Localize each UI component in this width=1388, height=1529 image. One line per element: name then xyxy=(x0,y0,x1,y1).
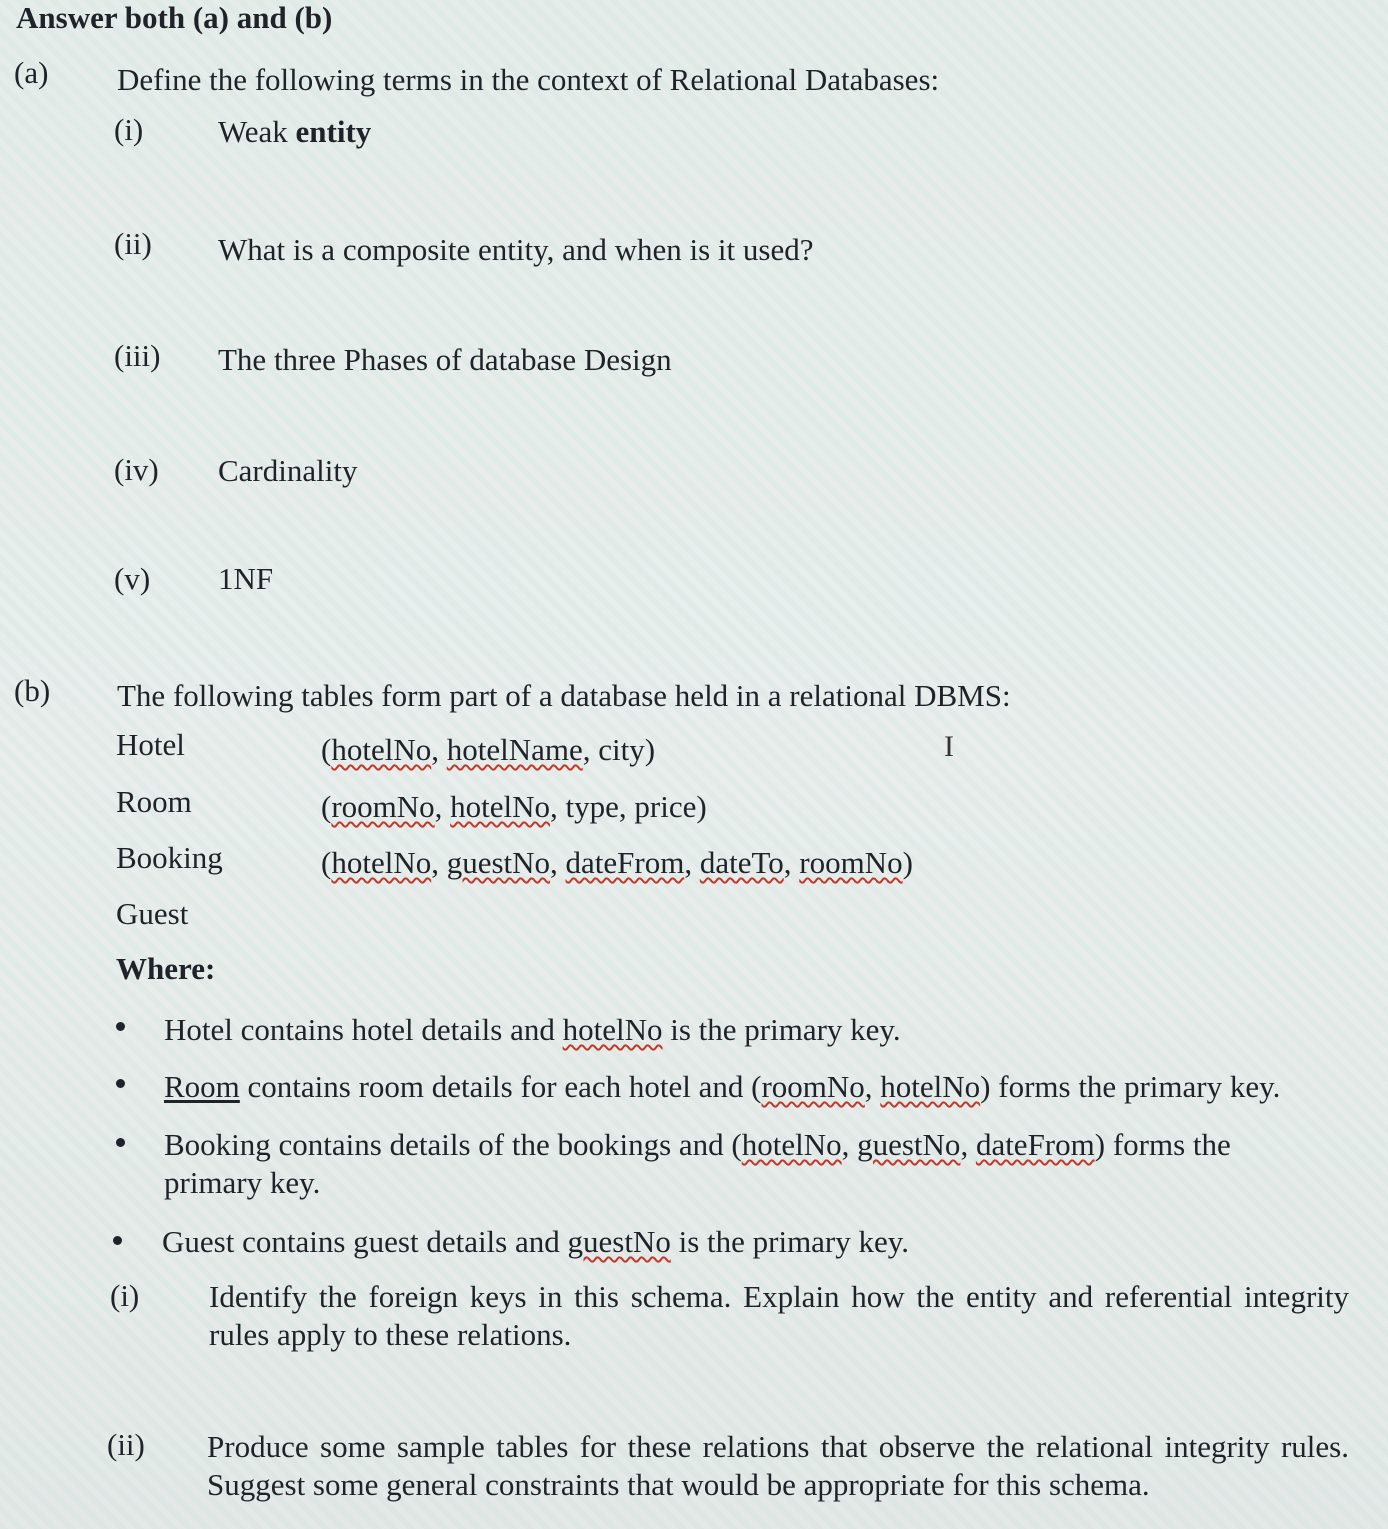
room-attr-price: price xyxy=(634,789,697,824)
bullet-guest-key: guestNo xyxy=(567,1224,671,1259)
bullet-guest-pre: Guest contains guest details and xyxy=(162,1224,568,1259)
table-room-attrs: (roomNo, hotelNo, type, price) xyxy=(321,789,707,824)
part-a-prompt: Define the following terms in the context of Relational Databases: xyxy=(117,62,940,97)
hotel-attr-hotelno: hotelNo xyxy=(331,732,432,767)
a-item-3-num: (iii) xyxy=(114,338,161,373)
bullet-hotel-post: is the primary key. xyxy=(662,1012,901,1047)
bullet-hotel-key: hotelNo xyxy=(562,1012,663,1047)
booking-attr-guestno: guestNo xyxy=(446,845,551,880)
bullet-booking-key3: dateFrom xyxy=(975,1127,1095,1162)
where-label: Where: xyxy=(116,951,216,986)
bullet-room: Room contains room details for each hotel and (roomNo, hotelNo) forms the primary key. xyxy=(164,1069,1281,1104)
a-item-1-text xyxy=(218,114,371,150)
part-b-label: (b) xyxy=(14,673,51,708)
table-hotel-name: Hotel xyxy=(116,727,185,762)
hotel-attr-hotelname: hotelName xyxy=(446,732,583,767)
a-item-1-num: (i) xyxy=(114,112,144,147)
part-a-label: (a) xyxy=(14,55,49,90)
bullet-hotel xyxy=(164,1012,901,1048)
a-item-5-text: 1NF xyxy=(218,561,274,596)
booking-attr-datefrom: dateFrom xyxy=(565,845,685,880)
table-room-name: Room xyxy=(116,784,192,819)
a-item-1-plain: Weak xyxy=(218,114,296,149)
bullet-room-post: ) forms the primary key. xyxy=(980,1069,1281,1104)
a-item-4-num: (iv) xyxy=(114,452,159,487)
bullet-hotel-pre: Hotel contains hotel details and xyxy=(164,1012,563,1047)
bullet-icon xyxy=(116,1022,125,1031)
bullet-icon xyxy=(116,1138,125,1147)
booking-attr-dateto: dateTo xyxy=(699,845,784,880)
table-guest-name: Guest xyxy=(116,896,189,931)
bullet-guest-post: is the primary key. xyxy=(670,1224,910,1259)
booking-attr-roomno: roomNo xyxy=(799,845,903,880)
table-booking-attrs: (hotelNo, guestNo, dateFrom, dateTo, roomNo) xyxy=(321,845,913,880)
b-question-2-num: (ii) xyxy=(107,1427,145,1462)
hotel-attr-city: city xyxy=(598,732,645,767)
bullet-booking-key1: hotelNo xyxy=(741,1127,842,1162)
booking-attr-hotelno: hotelNo xyxy=(331,845,432,880)
a-item-1-bold: entity xyxy=(295,114,372,149)
a-item-3-text: The three Phases of database Design xyxy=(218,342,672,377)
bullet-guest xyxy=(162,1224,909,1260)
b-question-1-num: (i) xyxy=(110,1278,140,1313)
bullet-icon xyxy=(116,1079,125,1088)
bullet-room-key1: roomNo xyxy=(761,1069,865,1104)
room-attr-type: type xyxy=(565,789,619,824)
room-attr-hotelno: hotelNo xyxy=(450,789,551,824)
bullet-booking-pre: Booking contains details of the bookings and ( xyxy=(164,1127,742,1162)
page-title: Answer both (a) and (b) xyxy=(16,0,333,35)
text-cursor-icon: Ι xyxy=(944,730,954,763)
room-attr-roomno: roomNo xyxy=(331,789,435,824)
a-item-2-num: (ii) xyxy=(114,226,152,261)
bullet-booking-key2: guestNo xyxy=(857,1127,961,1162)
a-item-2-text: What is a composite entity, and when is it used? xyxy=(218,232,814,267)
b-question-2-text: Produce some sample tables for these relations that observe the relational integrity rules. Suggest some general constraints that would be appropriate for this schema. xyxy=(207,1429,1349,1502)
a-item-5-num: (v) xyxy=(114,561,151,596)
table-booking-name: Booking xyxy=(116,840,223,875)
bullet-booking: Booking contains details of the bookings and (hotelNo, guestNo, dateFrom) forms the primary key. xyxy=(164,1127,1231,1200)
bullet-room-pre: contains room details for each hotel and ( xyxy=(239,1069,762,1104)
bullet-room-name: Room xyxy=(164,1069,240,1104)
bullet-booking-post: ) forms the primary key. xyxy=(164,1127,1231,1200)
b-question-1-text: Identify the foreign keys in this schema. Explain how the entity and referential integrity rules apply to these relations. xyxy=(209,1279,1349,1352)
bullet-icon xyxy=(113,1236,122,1245)
part-b-prompt: The following tables form part of a database held in a relational DBMS: xyxy=(117,678,1011,713)
table-hotel-attrs: (hotelNo, hotelName, city) xyxy=(321,732,656,767)
a-item-4-text: Cardinality xyxy=(218,453,358,488)
bullet-room-key2: hotelNo xyxy=(880,1069,981,1104)
